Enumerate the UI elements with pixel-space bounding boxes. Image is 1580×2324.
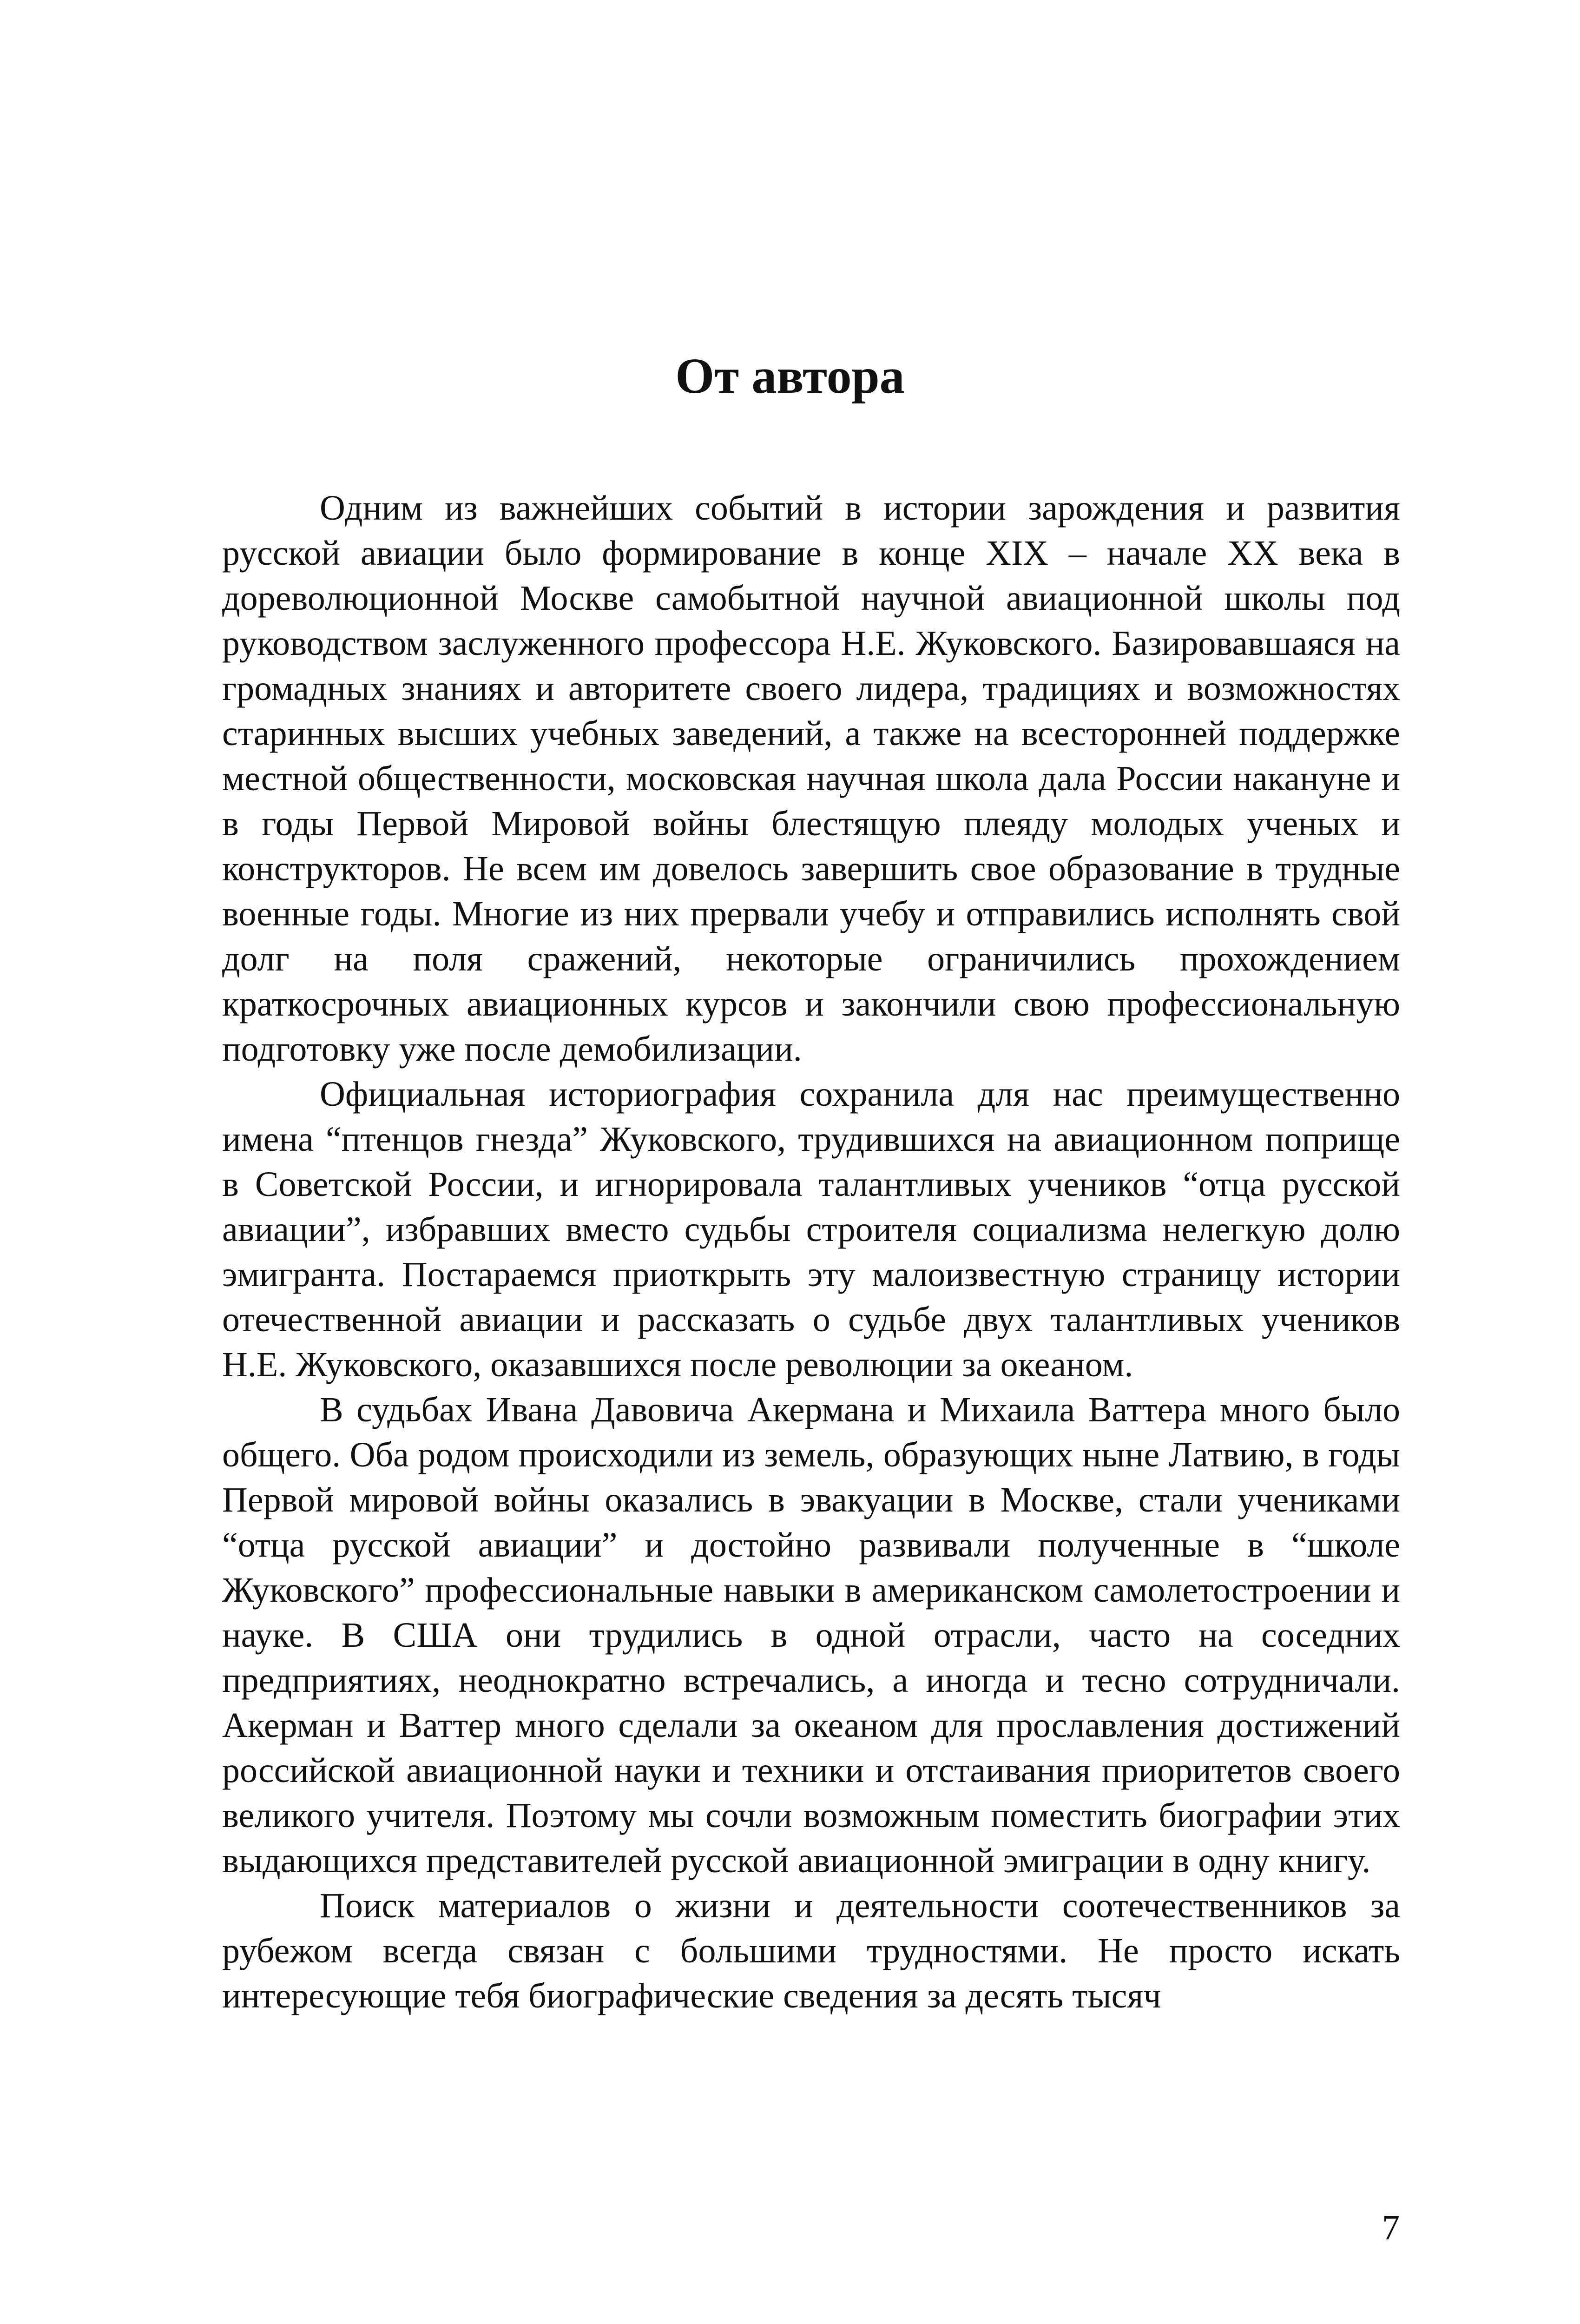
paragraph-2: Официальная историография сохранила для нас преимущественно имена “птенцов гнезда” Жуковского, трудившихся на авиационном поприще в Советской России, и игнорировала талантливых учеников “отца русской авиации”, избравших вместо судьбы строителя социализма нелегкую долю эмигранта. Постараемся приоткрыть эту малоизвестную страницу истории отечественной авиации и рассказать о судьбе двух талантливых учеников Н.Е. Жуковского, оказавшихся после революции за океаном. xyxy=(222,1075,1400,1384)
page-number: 7 xyxy=(1382,2208,1400,2247)
body-text xyxy=(222,486,1400,2019)
paragraph-1: Одним из важнейших событий в истории зарождения и развития русской авиации было формирование в конце XIX – начале XX века в дореволюционной Москве самобытной научной авиационной школы под руководством заслуженного профессора Н.Е. Жуковского. Базировавшаяся на громадных знаниях и авторитете своего лидера, традициях и возможностях старинных высших учебных заведений, а также на всесторонней поддержке местной общественности, московская научная школа дала России накануне и в годы Первой Мировой войны блестящую плеяду молодых ученых и конструкторов. Не всем им довелось завершить свое образование в трудные военные годы. Многие из них прервали учебу и отправились исполнять свой долг на поля сражений, некоторые ограничились прохождением краткосрочных авиационных курсов и закончили свою профессиональную подготовку уже после демобилизации. xyxy=(222,489,1400,1069)
paragraph-3: В судьбах Ивана Давовича Акермана и Михаила Ваттера много было общего. Оба родом происходили из земель, образующих ныне Латвию, в годы Первой мировой войны оказались в эвакуации в Москве, стали учениками “отца русской авиации” и достойно развивали полученные в “школе Жуковского” профессиональные навыки в американском самолетостроении и науке. В США они трудились в одной отрасли, часто на соседних предприятиях, неоднократно встречались, а иногда и тесно сотрудничали. Акерман и Ваттер много сделали за океаном для прославления достижений российской авиационной науки и техники и отстаивания приоритетов своего великого учителя. Поэтому мы сочли возможным поместить биографии этих выдающихся представителей русской авиационной эмиграции в одну книгу. xyxy=(222,1390,1400,1880)
page-title: От автора xyxy=(675,349,905,404)
paragraph-4: Поиск материалов о жизни и деятельности соотечественников за рубежом всегда связан с большими трудностями. Не просто искать интересующие тебя биографические сведения за десять тысяч xyxy=(222,1886,1400,2015)
